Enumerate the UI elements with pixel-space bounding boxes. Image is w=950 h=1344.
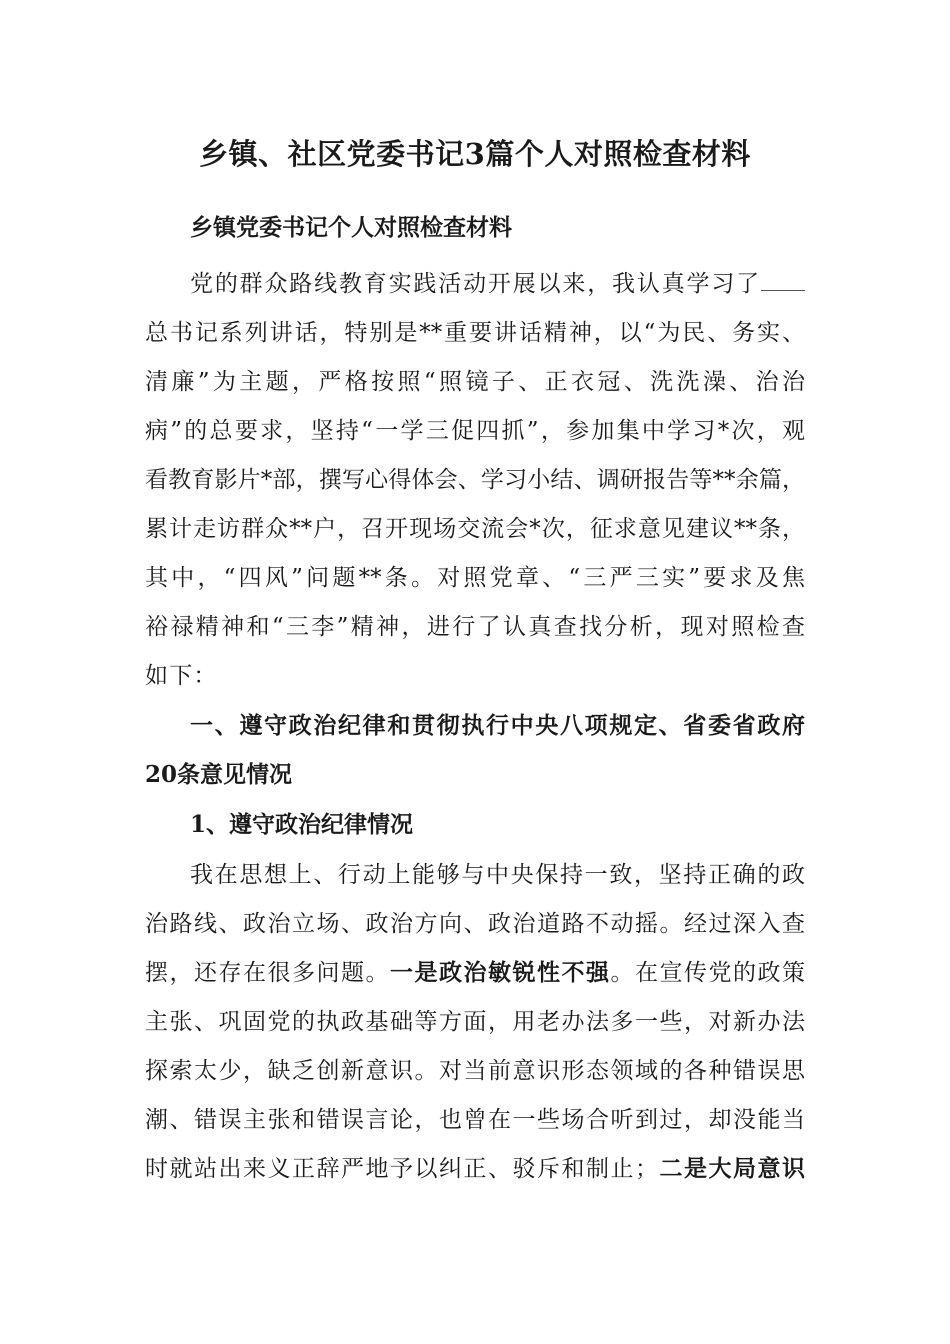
intro-text-1: 党的群众路线教育实践活动开展以来，我认真学习了	[190, 271, 761, 297]
section-heading-line-1: 一、遵守政治纪律和贯彻执行中央八项规定、省委省政府	[190, 712, 805, 739]
body-line-6: 潮、错误主张和错误言论，也曾在一些场合听到过，却没能当	[145, 1107, 805, 1133]
body-text-3c: 。在宣传党的政策	[610, 960, 805, 986]
section-subtitle: 乡镇党委书记个人对照检查材料	[190, 214, 512, 241]
intro-line-6: 累计走访群众**户，召开现场交流会*次，征求意见建议**条，	[145, 516, 805, 542]
body-line-4: 主张、巩固党的执政基础等方面，用老办法多一些，对新办法	[145, 1009, 805, 1035]
body-line-7	[145, 1149, 805, 1189]
body-text-3a: 摆，还存在很多问题。	[145, 960, 390, 986]
body-line-3	[145, 953, 805, 993]
subsection-heading: 1、遵守政治纪律情况	[190, 811, 414, 838]
intro-line-3: 清廉”为主题，严格按照“照镜子、正衣冠、洗洗澡、治治	[145, 369, 805, 395]
blank-underline	[761, 272, 805, 291]
body-line-5: 探索太少，缺乏创新意识。对当前意识形态领域的各种错误思	[145, 1058, 805, 1084]
intro-line-8: 裕禄精神和“三李”精神，进行了认真查找分析，现对照检查	[145, 614, 805, 640]
point-one-emphasis: 一是政治敏锐性不强	[390, 959, 611, 986]
intro-line-5: 看教育影片*部，撰写心得体会、学习小结、调研报告等**余篇，	[145, 467, 805, 493]
body-text-7a: 时就站出来义正辞严地予以纠正、驳斥和制止；	[145, 1156, 658, 1182]
intro-line-2: 总书记系列讲话，特别是**重要讲话精神，以“为民、务实、	[145, 320, 805, 346]
intro-line-7: 其中，“四风”问题**条。对照党章、“三严三实”要求及焦	[145, 565, 805, 591]
intro-line-9: 如下：	[145, 663, 218, 689]
intro-line-4: 病”的总要求，坚持“一学三促四抓”，参加集中学习*次，观	[145, 418, 805, 444]
body-line-2: 治路线、政治立场、政治方向、政治道路不动摇。经过深入查	[145, 911, 805, 937]
body-line-1: 我在思想上、行动上能够与中央保持一致，坚持正确的政	[190, 862, 805, 888]
document-title: 乡镇、社区党委书记3篇个人对照检查材料	[199, 137, 751, 171]
section-heading-line-2: 20条意见情况	[145, 761, 293, 788]
point-two-emphasis: 二是大局意识	[658, 1155, 805, 1182]
intro-line-1	[190, 264, 805, 304]
